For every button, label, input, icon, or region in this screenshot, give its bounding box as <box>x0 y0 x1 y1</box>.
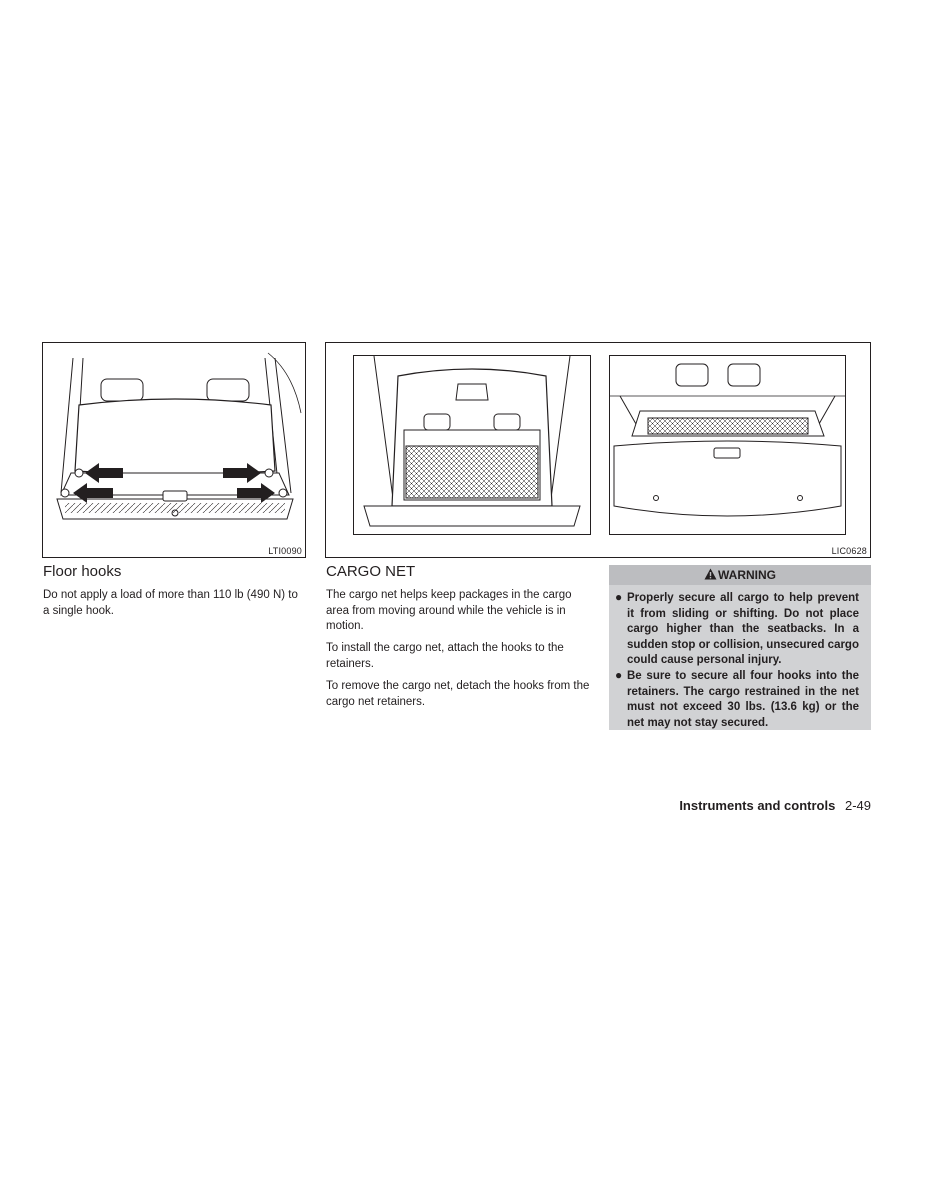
cargo-net-illustration-left <box>354 356 590 534</box>
warning-title: WARNING <box>718 568 776 582</box>
cargo-net-paragraph: To remove the cargo net, detach the hooks from the cargo net retainers. <box>326 680 590 708</box>
cargo-net-panel-left <box>353 355 591 535</box>
cargo-net-figure <box>325 342 871 558</box>
cargo-net-illustration-right <box>610 356 845 534</box>
figure-label: LIC0628 <box>831 546 867 556</box>
warning-header <box>609 565 871 585</box>
warning-item: Be sure to secure all four hooks into the retainers. The cargo restrained in the net must not exceed 30 lbs. (13.6 kg) or the net may not stay secured. <box>627 670 859 729</box>
page-footer <box>679 798 871 813</box>
page-number: 2-49 <box>844 798 871 813</box>
bullet-icon: ● <box>615 668 623 682</box>
bullet-icon: ● <box>615 590 623 604</box>
floor-hooks-text: Do not apply a load of more than 110 lb (490 N) to a single hook. <box>43 589 298 617</box>
floor-hooks-figure <box>42 342 306 558</box>
warning-item: Properly secure all cargo to help prevent it from sliding or shifting. Do not place cargo higher than the seatbacks. In a sudden stop or collision, unsecured cargo could cause personal injury. <box>627 592 859 666</box>
cargo-net-paragraph: The cargo net helps keep packages in the cargo area from moving around while the vehicle is in motion. <box>326 589 572 632</box>
warning-triangle-icon <box>704 568 717 580</box>
section-heading-cargo-net: CARGO NET <box>326 563 416 580</box>
warning-box <box>609 565 871 730</box>
cargo-net-panel-right <box>609 355 846 535</box>
figure-label: LTI0090 <box>268 546 302 556</box>
section-heading-floor-hooks: Floor hooks <box>43 563 122 580</box>
cargo-net-paragraph: To install the cargo net, attach the hooks to the retainers. <box>326 642 564 670</box>
footer-section-title: Instruments and controls <box>679 798 836 813</box>
floor-hooks-illustration <box>43 343 305 557</box>
